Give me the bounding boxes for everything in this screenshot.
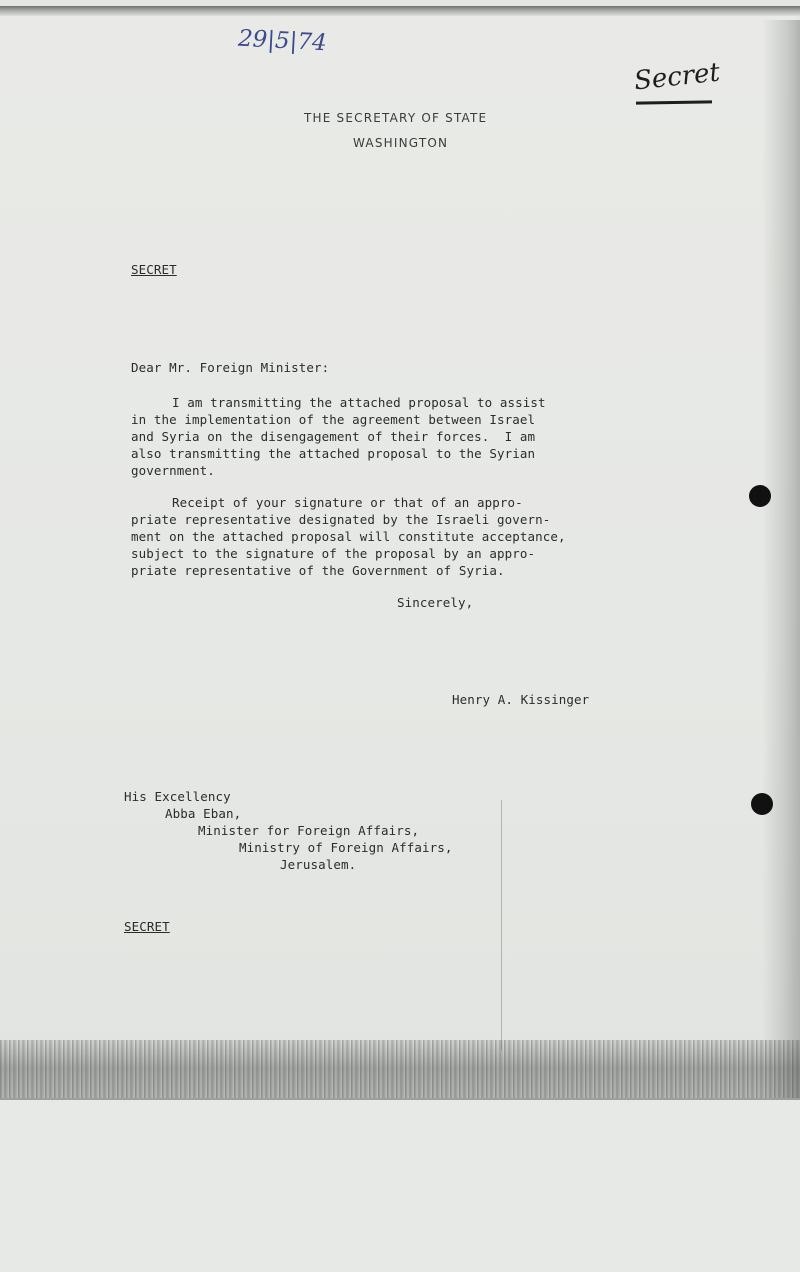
body-line: ment on the attached proposal will constitute acceptance, — [131, 529, 566, 544]
body-line: also transmitting the attached proposal to the Syrian — [131, 446, 536, 461]
body-line: subject to the signature of the proposal by an appro- — [131, 546, 536, 561]
addressee-line: His Excellency — [124, 789, 231, 804]
body-line: I am transmitting the attached proposal to assist — [172, 395, 546, 410]
scan-crease-line — [501, 800, 502, 1050]
handwritten-date: 29|5|74 — [237, 25, 328, 57]
body-line: and Syria on the disengagement of their forces. I am — [131, 429, 536, 444]
salutation: Dear Mr. Foreign Minister: — [131, 360, 330, 375]
scan-top-edge — [0, 6, 800, 16]
punch-hole-bottom — [751, 793, 773, 815]
addressee-line: Minister for Foreign Affairs, — [198, 823, 420, 838]
classification-bottom: SECRET — [124, 919, 170, 934]
addressee-line: Ministry of Foreign Affairs, — [239, 840, 453, 855]
handwritten-secret: Secret — [632, 57, 722, 97]
classification-top: SECRET — [131, 262, 177, 277]
letterhead-city: WASHINGTON — [353, 136, 449, 150]
body-line: Receipt of your signature or that of an appro- — [172, 495, 523, 510]
signature-name: Henry A. Kissinger — [452, 692, 590, 707]
closing: Sincerely, — [397, 595, 474, 610]
scan-background — [0, 1100, 800, 1272]
body-line: priate representative designated by the Israeli govern- — [131, 512, 551, 527]
punch-hole-top — [749, 485, 771, 507]
scan-right-edge — [762, 20, 800, 1100]
body-line: government. — [131, 463, 215, 478]
addressee-line: Abba Eban, — [165, 806, 242, 821]
body-line: in the implementation of the agreement between Israel — [131, 412, 536, 427]
addressee-line: Jerusalem. — [280, 857, 357, 872]
letterhead-title: THE SECRETARY OF STATE — [304, 111, 488, 125]
body-line: priate representative of the Government of Syria. — [131, 563, 505, 578]
